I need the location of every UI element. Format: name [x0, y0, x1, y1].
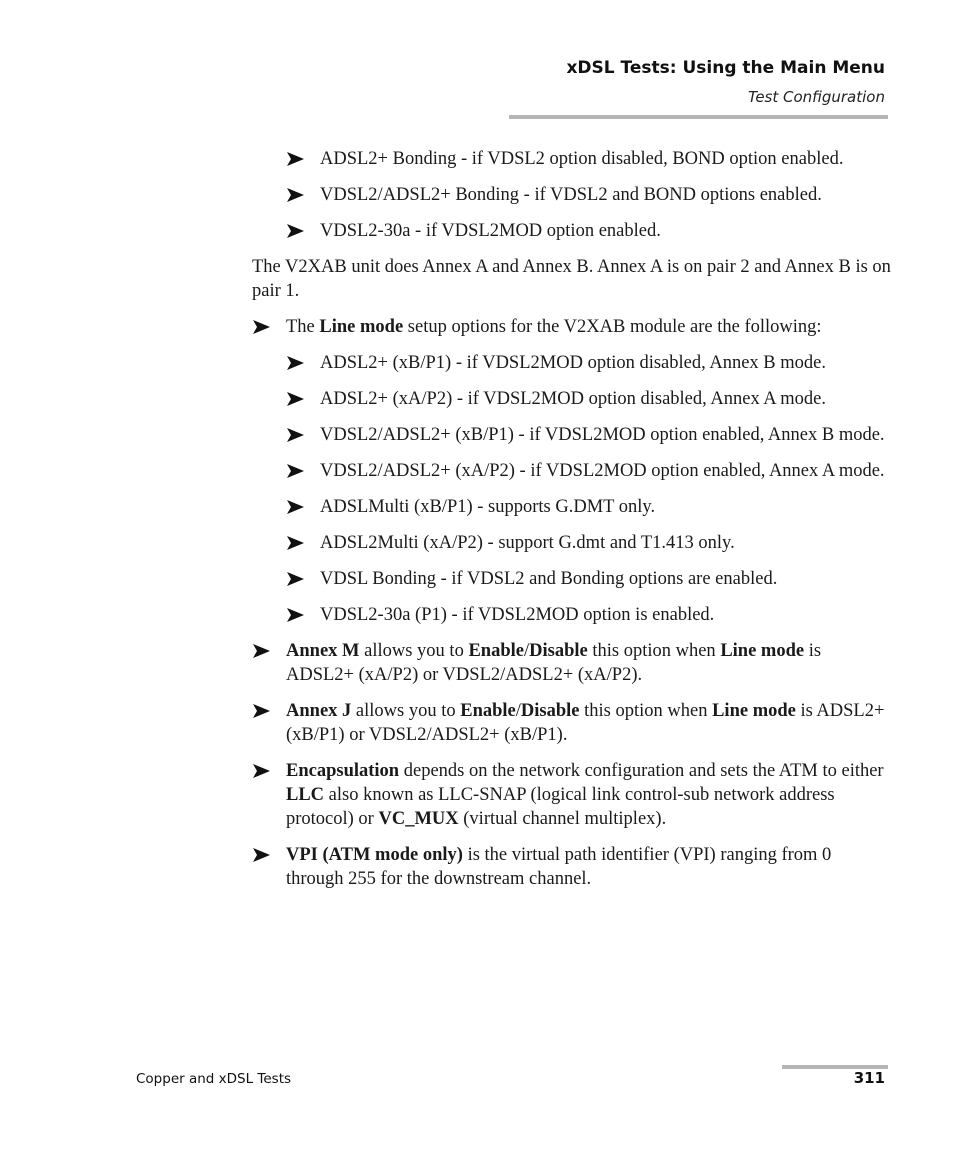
text-run: also known as LLC-SNAP (logical link control-sub network address protocol) or	[286, 785, 835, 829]
term-line-mode: Line mode	[720, 641, 805, 661]
encapsulation-item	[252, 759, 892, 831]
text-run: is the virtual path identifier (VPI) ranging from 0 through 255 for the downstream channel.	[286, 845, 832, 889]
list-item-text: VDSL Bonding - if VDSL2 and Bonding options are enabled.	[320, 569, 778, 589]
term-line-mode: Line mode	[712, 701, 796, 721]
list-item-text: VDSL2/ADSL2+ (xA/P2) - if VDSL2MOD option enabled, Annex A mode.	[320, 461, 885, 481]
term-enable: Enable	[468, 641, 524, 661]
annex-j-item	[252, 699, 892, 747]
list-item-text: ADSLMulti (xB/P1) - supports G.DMT only.	[320, 497, 656, 517]
text-run: /	[523, 641, 530, 661]
arrow-bullet-icon	[286, 392, 304, 406]
term-annex-m: Annex M	[286, 641, 360, 661]
arrow-bullet-icon	[286, 536, 304, 550]
list-item-text: ADSL2+ (xB/P1) - if VDSL2MOD option disabled, Annex B mode.	[320, 353, 826, 373]
term-annex-j: Annex J	[286, 701, 352, 721]
arrow-bullet-icon	[286, 188, 304, 202]
arrow-bullet-icon	[286, 356, 304, 370]
list-item	[286, 183, 892, 207]
text-run: is ADSL2+ (xB/P1) or VDSL2/ADSL2+ (xB/P1).	[286, 701, 885, 745]
arrow-bullet-icon	[286, 428, 304, 442]
term-encapsulation: Encapsulation	[286, 761, 400, 781]
arrow-bullet-icon	[252, 848, 270, 862]
list-item-text: VDSL2/ADSL2+ (xB/P1) - if VDSL2MOD option enabled, Annex B mode.	[320, 425, 885, 445]
term-line-mode: Line mode	[319, 317, 404, 337]
annex-m-item	[252, 639, 892, 687]
list-item	[286, 147, 892, 171]
text-run: setup options for the V2XAB module are the following:	[403, 317, 822, 337]
arrow-bullet-icon	[252, 644, 270, 658]
arrow-bullet-icon	[286, 464, 304, 478]
text-run: depends on the network configuration and sets the ATM to either	[399, 761, 884, 781]
arrow-bullet-icon	[252, 704, 270, 718]
page-number: 311	[853, 1069, 885, 1087]
arrow-bullet-icon	[286, 572, 304, 586]
term-enable: Enable	[460, 701, 516, 721]
v2xab-paragraph: The V2XAB unit does Annex A and Annex B. Annex A is on pair 2 and Annex B is on pair 1.	[252, 257, 891, 301]
list-item	[286, 387, 892, 411]
term-disable: Disable	[520, 701, 580, 721]
text-run: allows you to	[351, 701, 461, 721]
term-llc: LLC	[286, 785, 325, 805]
text-run: allows you to	[359, 641, 469, 661]
list-item	[286, 351, 892, 375]
term-vc-mux: VC_MUX	[378, 809, 459, 829]
list-item-text: ADSL2+ (xA/P2) - if VDSL2MOD option disabled, Annex A mode.	[320, 389, 826, 409]
list-item-text: ADSL2+ Bonding - if VDSL2 option disabled, BOND option enabled.	[320, 149, 844, 169]
list-item	[286, 603, 892, 627]
arrow-bullet-icon	[286, 152, 304, 166]
vpi-item	[252, 843, 892, 891]
term-disable: Disable	[529, 641, 588, 661]
text-run: (virtual channel multiplex).	[458, 809, 667, 829]
list-item-text: VDSL2-30a - if VDSL2MOD option enabled.	[320, 221, 661, 241]
footer-chapter: Copper and xDSL Tests	[136, 1071, 292, 1087]
text-run: this option when	[587, 641, 721, 661]
arrow-bullet-icon	[252, 764, 270, 778]
list-item	[286, 459, 892, 483]
list-item-text: VDSL2-30a (P1) - if VDSL2MOD option is enabled.	[320, 605, 715, 625]
list-item	[286, 531, 892, 555]
line-mode-item	[252, 315, 892, 339]
list-item	[286, 423, 892, 447]
list-item-text: ADSL2Multi (xA/P2) - support G.dmt and T1.413 only.	[320, 533, 735, 553]
list-item-text: VDSL2/ADSL2+ Bonding - if VDSL2 and BOND options enabled.	[320, 185, 822, 205]
text-run: is ADSL2+ (xA/P2) or VDSL2/ADSL2+ (xA/P2).	[286, 641, 822, 685]
arrow-bullet-icon	[252, 320, 270, 334]
arrow-bullet-icon	[286, 608, 304, 622]
text-run: /	[515, 701, 521, 721]
arrow-bullet-icon	[286, 500, 304, 514]
body-content	[252, 147, 892, 903]
text-run: The	[286, 317, 320, 337]
arrow-bullet-icon	[286, 224, 304, 238]
running-header-title: xDSL Tests: Using the Main Menu	[566, 58, 885, 78]
text-run: this option when	[579, 701, 713, 721]
list-item	[286, 567, 892, 591]
header-rule	[509, 115, 888, 119]
running-header-subtitle: Test Configuration	[748, 88, 885, 106]
list-item	[286, 219, 892, 243]
term-vpi: VPI (ATM mode only)	[286, 845, 463, 865]
list-item	[286, 495, 892, 519]
